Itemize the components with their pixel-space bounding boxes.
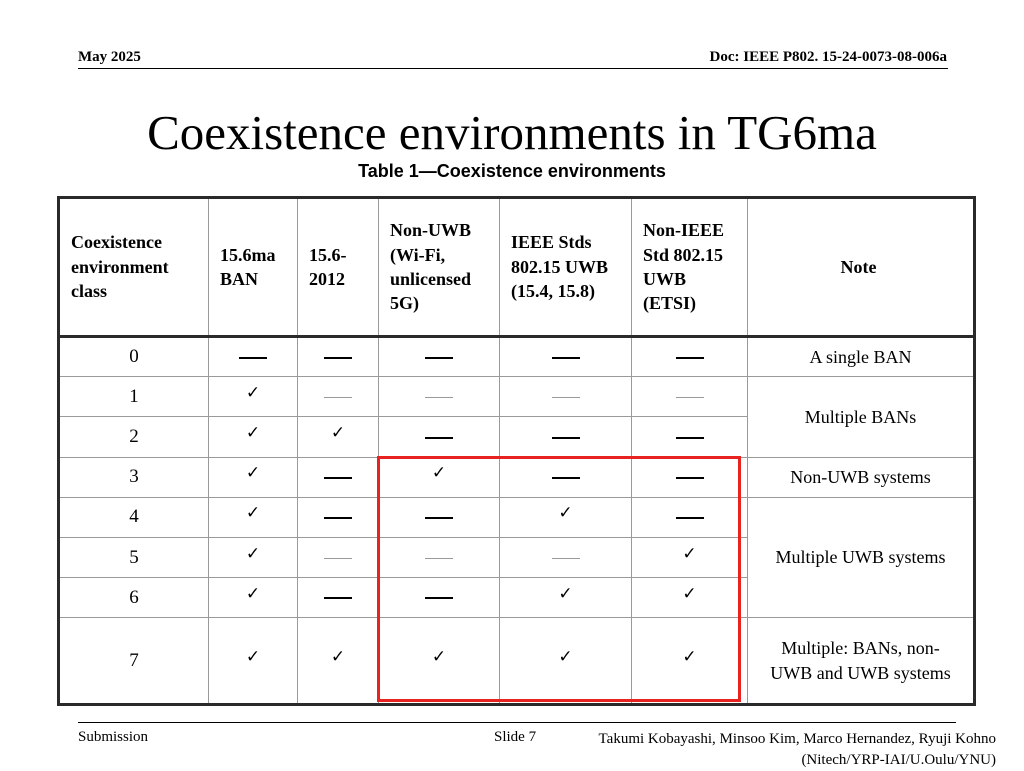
table-row — [59, 618, 975, 705]
cell-nonuwb — [379, 618, 500, 705]
class-cell: 0 — [59, 336, 209, 376]
cell-ieee-uwb — [500, 377, 632, 417]
cell-non-ieee-uwb — [632, 578, 748, 618]
dash-mark — [425, 437, 453, 439]
dash-mark — [239, 357, 267, 359]
header-15-6-2012: 15.6-2012 — [298, 198, 379, 337]
dash-mark — [552, 558, 580, 559]
header-non-uwb: Non-UWB (Wi-Fi, unlicensed 5G) — [379, 198, 500, 337]
check-mark-icon: ✓ — [682, 543, 697, 564]
dash-mark — [324, 517, 352, 519]
cell-std2012 — [298, 377, 379, 417]
cell-nonuwb — [379, 457, 500, 497]
dash-mark — [552, 477, 580, 479]
cell-ieee-uwb — [500, 336, 632, 376]
check-mark-icon: ✓ — [245, 463, 261, 484]
check-mark-icon: ✓ — [245, 422, 261, 443]
cell-ieee-uwb — [500, 618, 632, 705]
cell-std2012 — [298, 417, 379, 457]
table-row — [59, 497, 975, 537]
cell-ieee-uwb — [500, 497, 632, 537]
dash-mark — [425, 517, 453, 519]
dash-mark — [676, 357, 704, 359]
check-mark-icon: ✓ — [558, 583, 573, 604]
cell-non-ieee-uwb — [632, 618, 748, 705]
check-mark-icon: ✓ — [431, 646, 447, 667]
check-mark-icon: ✓ — [245, 583, 261, 604]
cell-non-ieee-uwb — [632, 457, 748, 497]
cell-non-ieee-uwb — [632, 537, 748, 577]
class-cell: 3 — [59, 457, 209, 497]
cell-nonuwb — [379, 336, 500, 376]
header-note: Note — [748, 198, 975, 337]
note-cell: Multiple UWB systems — [748, 497, 975, 618]
dash-mark — [425, 357, 453, 359]
cell-ban — [209, 336, 298, 376]
table-header-row — [59, 198, 975, 337]
cell-nonuwb — [379, 578, 500, 618]
table-caption: Table 1—Coexistence environments — [358, 161, 666, 181]
cell-nonuwb — [379, 377, 500, 417]
class-cell: 6 — [59, 578, 209, 618]
header-15-6ma-ban: 15.6ma BAN — [209, 198, 298, 337]
table-row — [59, 377, 975, 417]
dash-mark — [552, 357, 580, 359]
coexistence-table-container — [57, 196, 973, 706]
cell-nonuwb — [379, 537, 500, 577]
check-mark-icon: ✓ — [431, 463, 447, 484]
cell-ieee-uwb — [500, 578, 632, 618]
dash-mark — [425, 597, 453, 599]
cell-nonuwb — [379, 497, 500, 537]
check-mark-icon: ✓ — [245, 382, 261, 403]
class-cell: 2 — [59, 417, 209, 457]
class-cell: 7 — [59, 618, 209, 705]
cell-ban — [209, 417, 298, 457]
cell-std2012 — [298, 618, 379, 705]
check-mark-icon: ✓ — [330, 646, 346, 667]
dash-mark — [324, 558, 352, 559]
footer-submission: Submission — [78, 729, 149, 745]
class-cell: 1 — [59, 377, 209, 417]
table-row — [59, 336, 975, 376]
header-rule — [78, 68, 948, 69]
header-doc-id: Doc: IEEE P802. 15-24-0073-08-006a — [709, 49, 947, 65]
dash-mark — [425, 558, 453, 559]
check-mark-icon: ✓ — [245, 543, 261, 564]
dash-mark — [324, 357, 352, 359]
note-cell: A single BAN — [748, 336, 975, 376]
table-row — [59, 457, 975, 497]
footer-rule — [78, 722, 956, 723]
dash-mark — [552, 397, 580, 398]
note-cell: Multiple BANs — [748, 377, 975, 457]
cell-ieee-uwb — [500, 417, 632, 457]
footer-authors: Takumi Kobayashi, Minsoo Kim, Marco Hernandez, Ryuji Kohno (Nitech/YRP-IAI/U.Oulu/YNU) — [598, 731, 996, 768]
cell-std2012 — [298, 537, 379, 577]
check-mark-icon: ✓ — [558, 646, 573, 667]
check-mark-icon: ✓ — [682, 583, 697, 604]
header-class: Coexistence environment class — [59, 198, 209, 337]
cell-non-ieee-uwb — [632, 377, 748, 417]
cell-std2012 — [298, 336, 379, 376]
cell-non-ieee-uwb — [632, 417, 748, 457]
cell-ban — [209, 618, 298, 705]
note-cell: Non-UWB systems — [748, 457, 975, 497]
cell-std2012 — [298, 497, 379, 537]
dash-mark — [324, 397, 352, 398]
cell-nonuwb — [379, 417, 500, 457]
cell-ban — [209, 497, 298, 537]
footer-slide-number: Slide 7 — [494, 729, 537, 745]
check-mark-icon: ✓ — [558, 503, 573, 524]
cell-std2012 — [298, 457, 379, 497]
cell-non-ieee-uwb — [632, 497, 748, 537]
cell-ban — [209, 457, 298, 497]
header-date: May 2025 — [78, 49, 141, 65]
class-cell: 5 — [59, 537, 209, 577]
coexistence-table — [57, 196, 976, 706]
dash-mark — [324, 597, 352, 599]
check-mark-icon: ✓ — [682, 646, 697, 667]
dash-mark — [676, 477, 704, 479]
dash-mark — [676, 437, 704, 439]
cell-ban — [209, 537, 298, 577]
check-mark-icon: ✓ — [330, 422, 346, 443]
check-mark-icon: ✓ — [245, 503, 261, 524]
dash-mark — [676, 517, 704, 519]
dash-mark — [324, 477, 352, 479]
cell-ban — [209, 377, 298, 417]
cell-non-ieee-uwb — [632, 336, 748, 376]
note-cell: Multiple: BANs, non-UWB and UWB systems — [748, 618, 975, 705]
dash-mark — [552, 437, 580, 439]
slide-title: Coexistence environments in TG6ma — [147, 105, 877, 160]
cell-std2012 — [298, 578, 379, 618]
cell-ieee-uwb — [500, 537, 632, 577]
cell-ban — [209, 578, 298, 618]
header-ieee-uwb: IEEE Stds 802.15 UWB (15.4, 15.8) — [500, 198, 632, 337]
dash-mark — [425, 397, 453, 398]
dash-mark — [676, 397, 704, 398]
cell-ieee-uwb — [500, 457, 632, 497]
header-non-ieee-uwb: Non-IEEE Std 802.15 UWB (ETSI) — [632, 198, 748, 337]
class-cell: 4 — [59, 497, 209, 537]
check-mark-icon: ✓ — [245, 646, 261, 667]
